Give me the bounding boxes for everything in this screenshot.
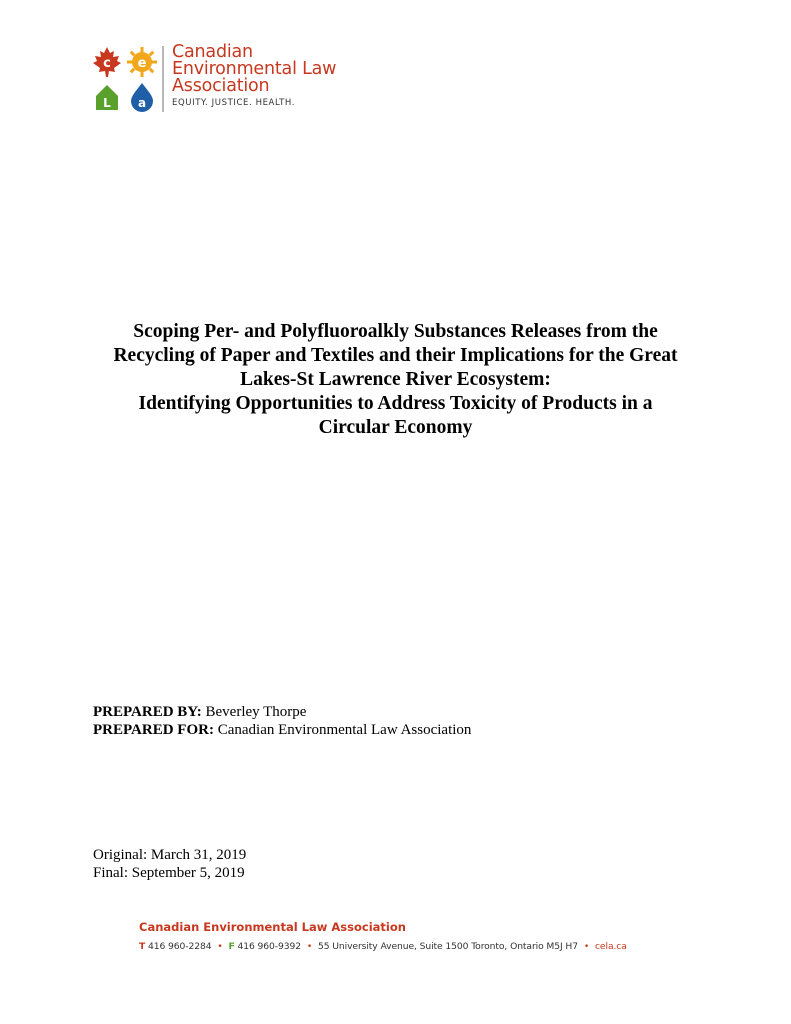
title-line-2: Recycling of Paper and Textiles and their Implications for the Great	[113, 345, 678, 366]
phone-number: 416 960-2284	[148, 941, 212, 952]
fax-number: 416 960-9392	[237, 941, 301, 952]
prepared-section	[93, 703, 471, 739]
prepared-for-value: Canadian Environmental Law Association	[217, 722, 472, 738]
dates-section	[93, 846, 246, 882]
logo-letter-c: c	[103, 56, 111, 71]
footer-address: 55 University Avenue, Suite 1500 Toronto, Ontario M5J H7	[317, 941, 578, 952]
logo-divider	[162, 46, 164, 112]
separator-bullet: •	[217, 941, 223, 952]
final-date: Final: September 5, 2019	[93, 865, 245, 881]
logo-org-line-1: Canadian	[172, 42, 253, 62]
footer-contact-line	[139, 939, 627, 955]
footer	[139, 919, 627, 955]
footer-org-name: Canadian Environmental Law Association	[139, 920, 406, 934]
water-drop-icon	[131, 83, 153, 112]
logo-letter-e: e	[137, 56, 147, 71]
original-date: Original: March 31, 2019	[93, 847, 247, 863]
prepared-for-label: PREPARED FOR:	[93, 722, 214, 738]
sun-icon	[127, 47, 157, 77]
cela-logo	[90, 44, 350, 114]
fax-letter: F	[228, 941, 235, 952]
logo-org-line-3: Association	[172, 76, 270, 96]
title-line-5: Circular Economy	[318, 417, 473, 438]
title-line-3: Lakes-St Lawrence River Ecosystem:	[240, 369, 551, 390]
title-line-1: Scoping Per- and Polyfluoroalkly Substances Releases from the	[133, 321, 658, 342]
logo-tagline: EQUITY. JUSTICE. HEALTH.	[172, 98, 296, 108]
house-icon	[96, 85, 118, 110]
prepared-by	[93, 703, 471, 721]
website-link[interactable]: cela.ca	[594, 941, 627, 952]
logo-org-line-2: Environmental Law	[172, 59, 337, 79]
separator-bullet: •	[583, 941, 590, 952]
logo-wordmark	[172, 44, 336, 109]
prepared-by-label: PREPARED BY:	[93, 704, 202, 720]
prepared-by-value: Beverley Thorpe	[205, 704, 307, 720]
cela-logo-mark	[90, 44, 160, 114]
logo-letter-l: L	[103, 96, 111, 110]
phone-letter: T	[139, 941, 146, 952]
maple-leaf-icon	[93, 47, 121, 77]
logo-letter-a: a	[137, 96, 147, 110]
document-title	[90, 320, 701, 440]
separator-bullet: •	[306, 941, 313, 952]
prepared-for	[93, 721, 471, 739]
title-line-4: Identifying Opportunities to Address Toxicity of Products in a	[138, 393, 653, 414]
